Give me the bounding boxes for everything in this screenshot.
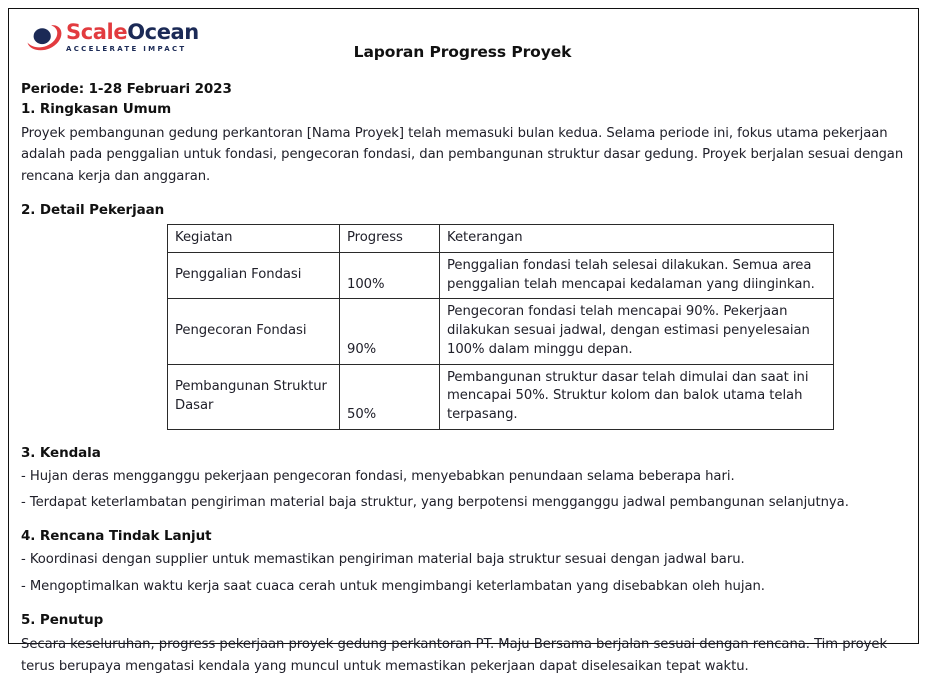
section-text-penutup: Secara keseluruhan, progress pekerjaan proyek gedung perkantoran PT. Maju Bersama berjalan sesuai dengan rencana. Tim proyek terus berupaya mengatasi kendala yang muncul untuk memastikan pekerjaan dapat diselesaikan tepat waktu. — [21, 637, 888, 674]
cell-kegiatan: Pengecoran Fondasi — [168, 299, 340, 364]
scaleocean-logo — [25, 21, 199, 53]
cell-kegiatan: Penggalian Fondasi — [168, 252, 340, 298]
table-header-row — [168, 225, 834, 253]
detail-pekerjaan-table — [167, 224, 834, 430]
table-row — [168, 299, 834, 364]
detail-table-wrapper — [21, 224, 904, 430]
cell-keterangan: Pembangunan struktur dasar telah dimulai dan saat ini mencapai 50%. Struktur kolom dan balok utama telah terpasang. — [440, 364, 834, 429]
section-heading-rencana: 4. Rencana Tindak Lanjut — [21, 528, 212, 545]
section-heading-ringkasan: 1. Ringkasan Umum — [21, 101, 172, 117]
scaleocean-swoosh-icon — [25, 22, 65, 52]
rencana-item: - Mengoptimalkan waktu kerja saat cuaca cerah untuk mengimbangi keterlambatan yang disebabkan oleh hujan. — [21, 578, 765, 594]
report-period: Periode: 1-28 Februari 2023 — [21, 81, 232, 97]
logo-word-ocean: Ocean — [127, 20, 199, 44]
table-row — [168, 252, 834, 298]
section-heading-detail: 2. Detail Pekerjaan — [21, 202, 165, 219]
kendala-item: - Terdapat keterlambatan pengiriman material baja struktur, yang berpotensi mengganggu jadwal pembangunan selanjutnya. — [21, 495, 849, 511]
logo-word-scale: Scale — [66, 20, 128, 44]
rencana-item: - Koordinasi dengan supplier untuk memastikan pengiriman material baja struktur sesuai dengan jadwal baru. — [21, 552, 745, 568]
page-title: Laporan Progress Proyek — [353, 43, 572, 61]
cell-progress: 50% — [340, 364, 440, 429]
cell-keterangan: Pengecoran fondasi telah mencapai 90%. Pekerjaan dilakukan sesuai jadwal, dengan estimasi penyelesaian 100% dalam minggu depan. — [440, 299, 834, 364]
column-header-kegiatan: Kegiatan — [168, 225, 340, 253]
logo-tagline: ACCELERATE IMPACT — [66, 45, 187, 53]
kendala-item: - Hujan deras mengganggu pekerjaan pengecoran fondasi, menyebabkan penundaan selama beberapa hari. — [21, 468, 735, 484]
logo-wordmark — [66, 22, 199, 43]
document-header — [21, 19, 904, 57]
column-header-keterangan: Keterangan — [440, 225, 834, 253]
cell-progress: 100% — [340, 252, 440, 298]
section-text-ringkasan: Proyek pembangunan gedung perkantoran [Nama Proyek] telah memasuki bulan kedua. Selama periode ini, fokus utama pekerjaan adalah pada penggalian untuk fondasi, pengecoran fondasi, dan pembangunan struktur dasar gedung. Proyek berjalan sesuai dengan rencana kerja dan anggaran. — [21, 126, 904, 184]
table-row — [168, 364, 834, 429]
document-page — [8, 8, 919, 674]
section-heading-kendala: 3. Kendala — [21, 444, 101, 461]
cell-progress: 90% — [340, 299, 440, 364]
cell-keterangan: Penggalian fondasi telah selesai dilakukan. Semua area penggalian telah mencapai kedalaman yang diinginkan. — [440, 252, 834, 298]
section-heading-penutup: 5. Penutup — [21, 612, 104, 629]
cell-kegiatan: Pembangunan Struktur Dasar — [168, 364, 340, 429]
column-header-progress: Progress — [340, 225, 440, 253]
